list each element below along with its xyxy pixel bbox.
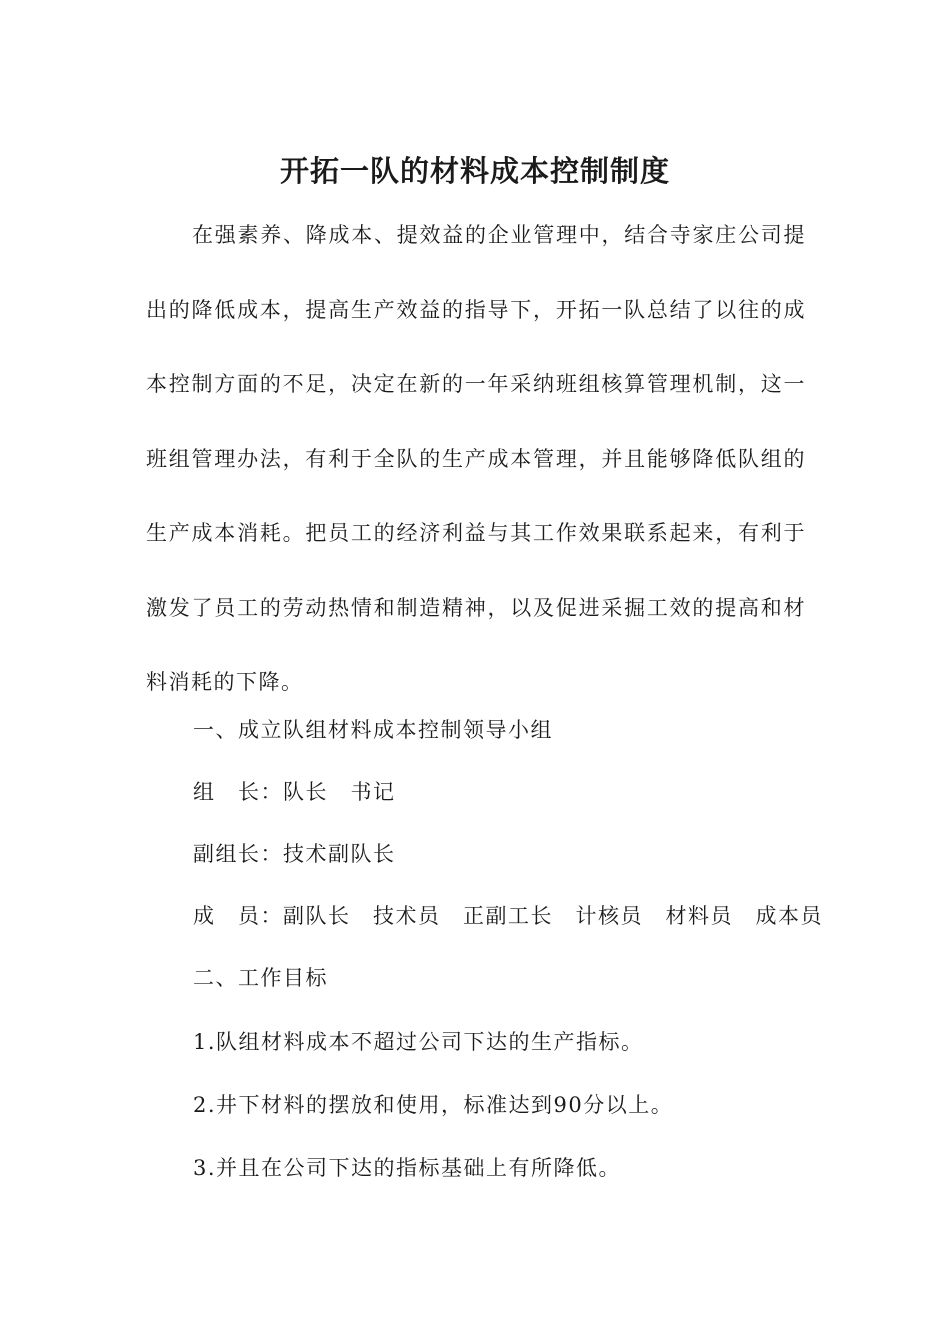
leader-line: 组 长：队长 书记 [193,780,396,804]
goal-item-2: 2.井下材料的摆放和使用，标准达到90分以上。 [193,1093,674,1117]
intro-paragraph: 在强素养、降成本、提效益的企业管理中，结合寺家庄公司提出的降低成本，提高生产效益的指导下，开拓一队总结了以往的成本控制方面的不足，决定在新的一年采纳班组核算管理机制，这一班组管理办法，有利于全队的生产成本管理，并且能够降低队组的生产成本消耗。把员工的经济利益与其工作效果联系起来，有利于激发了员工的劳动热情和制造精神，以及促进采掘工效的提高和材料消耗的下降。 [146,223,806,694]
section2-heading: 二、工作目标 [193,966,328,990]
goal-item-1: 1.队组材料成本不超过公司下达的生产指标。 [193,1030,644,1054]
members-line: 成 员：副队长 技术员 正副工长 计核员 材料员 成本员 [193,904,823,928]
deputy-line: 副组长：技术副队长 [193,842,396,866]
document-title: 开拓一队的材料成本控制制度 [279,154,670,189]
section1-heading: 一、成立队组材料成本控制领导小组 [193,718,553,742]
goal-item-3: 3.并且在公司下达的指标基础上有所降低。 [193,1156,622,1180]
